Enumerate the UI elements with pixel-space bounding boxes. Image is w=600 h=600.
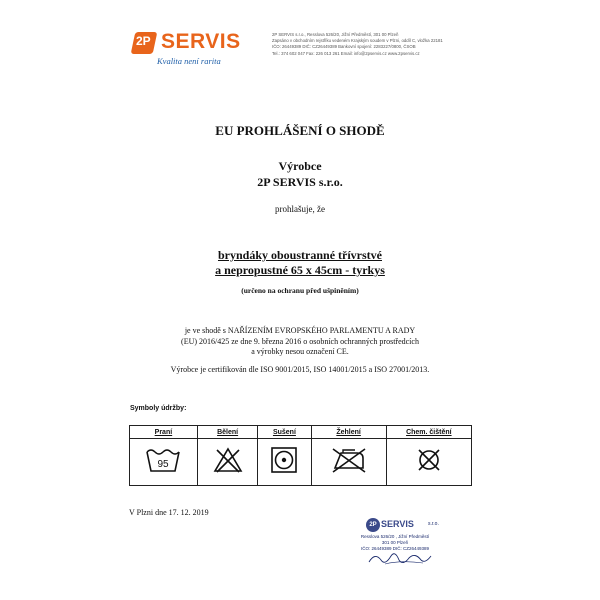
- company-info-line: Zapsáno v obchodním rejstříku vedeném Krajským soudem v Plzni, oddíl C, vložka 22181: [272, 38, 443, 44]
- stamp-ids-line: IČO: 26449389 DIČ: CZ26449389: [360, 546, 430, 551]
- conformity-line-2: (EU) 2016/425 ze dne 9. března 2016 o osobních ochranných prostředcích: [181, 337, 419, 346]
- care-header-dry-cleaning: Chem. čištění: [386, 426, 471, 439]
- care-cell-washing: [130, 439, 198, 486]
- wash-temperature: 95: [157, 458, 169, 470]
- tumble-dry-icon: [270, 446, 298, 474]
- care-cell-ironing: [311, 439, 386, 486]
- logo-name: SERVIS: [161, 30, 241, 53]
- company-logo: [133, 30, 241, 70]
- wash-95-icon: [145, 446, 181, 474]
- logo-mark-text: 2P: [136, 34, 151, 48]
- care-header-bleaching: Bělení: [197, 426, 258, 439]
- product-name-line-1: bryndáky oboustranné třívrstvé: [217, 248, 382, 262]
- care-header-ironing: Žehlení: [311, 426, 386, 439]
- company-info: [272, 32, 482, 57]
- care-header-drying: Sušení: [258, 426, 311, 439]
- care-symbols-label: Symboly údržby:: [130, 405, 187, 412]
- conformity-line-3: a výrobky nesou označení CE.: [251, 347, 349, 356]
- manufacturer-label: Výrobce: [278, 159, 322, 173]
- document-title: EU PROHLÁŠENÍ O SHODĚ: [215, 123, 385, 138]
- conformity-line-1: je ve shodě s NAŘÍZENÍM EVROPSKÉHO PARLAMENTU A RADY: [184, 326, 416, 335]
- care-cell-drying: [258, 439, 311, 486]
- logo-tagline: Kvalita není rarita: [157, 56, 221, 66]
- manufacturer-name: 2P SERVIS s.r.o.: [257, 175, 343, 189]
- care-symbols-table: [129, 425, 472, 486]
- care-cell-dry-cleaning: [386, 439, 471, 486]
- issue-date: V Plzni dne 17. 12. 2019: [129, 508, 209, 517]
- declares-text: prohlašuje, že: [275, 204, 325, 214]
- stamp-mark: 2P: [366, 518, 380, 532]
- stamp-city-line: 301 00 Plzeň: [381, 540, 409, 545]
- company-info-line: IČO: 26449389 DIČ: CZ26449389 Bankovní spojení: 2283227/0800, ČSOB: [272, 44, 416, 50]
- stamp-suffix: s.r.o.: [428, 521, 439, 527]
- company-info-line: 2P SERVIS s.r.o., Resslova 526/20, Jižní Předměstí, 301 00 Plzeň: [272, 32, 399, 37]
- no-bleach-icon: [212, 446, 244, 474]
- signature: [365, 548, 435, 568]
- stamp-address-line: Resslova 526/20 , Jižní Předměstí: [360, 534, 430, 539]
- no-dry-clean-icon: [415, 446, 443, 474]
- intended-use: (určeno na ochranu před ušpiněním): [241, 286, 359, 295]
- no-iron-icon: [329, 446, 369, 474]
- product-name-line-2: a nepropustné 65 x 45cm - tyrkys: [215, 263, 385, 277]
- company-info-line: Tel.: 374 602 047 Fax: 226 013 261 Email: info@2pservis.cz www.2pservis.cz: [272, 50, 420, 56]
- care-header-washing: Praní: [130, 426, 198, 439]
- stamp-name: SERVIS: [381, 519, 414, 529]
- care-cell-bleaching: [197, 439, 258, 486]
- certification-text: Výrobce je certifikován dle ISO 9001/2015, ISO 14001/2015 a ISO 27001/2013.: [170, 365, 430, 374]
